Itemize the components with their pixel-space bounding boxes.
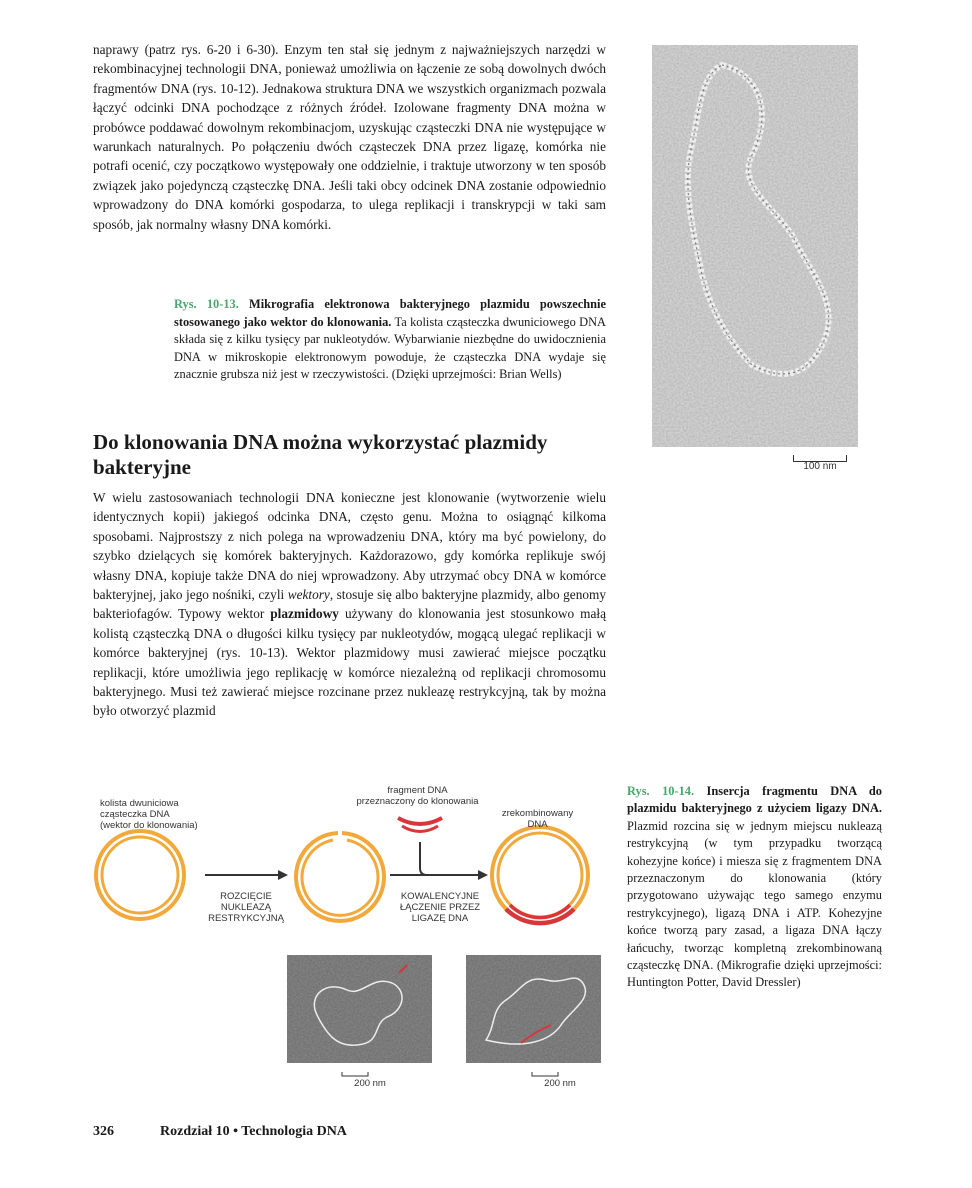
figure-13-title: Mikrografia elektronowa bakteryjnego plazmidu powszechnie stosowanego jako wektor do klonowania. [174,297,606,329]
arrow-cut-head [278,870,288,880]
intro-paragraph: naprawy (patrz rys. 6-20 i 6-30). Enzym ten stał się jednym z najważniejszych narzędzi w rekombinacyjnej technologii DNA, ponieważ umożliwia on łączenie ze sobą dowolnych dwóch fragmentów DNA (rys. 10-12). Jednakowa struktura DNA we wszystkich organizmach pozwala łączyć odcinki DNA pochodzące z różnych źródeł. Izolowane fragmenty DNA można w probówce poddawać dowolnym rekombinacjom, uzyskując cząsteczki DNA nie występujące w warunkach naturalnych. Po połączeniu dwóch cząsteczek DNA przez ligazę, komórka nie potrafi ocenić, czy początkowo występowały one oddzielnie, i traktuje utworzony w ten sposób związek jako pojedynczą cząsteczkę DNA. Jeśli taki obcy odcinek DNA zostanie odpowiednio wprowadzony do DNA komórki gospodarza, to ulega replikacji i transkrypcji w taki sam sposób, jak normalny własny DNA komórki. [93,42,606,232]
label-recombinant-dna: zrekombinowany DNA [501,808,574,830]
figure-14-text: Plazmid rozcina się w jednym miejscu nukleazą restrykcyjną (w tym przypadku tworzącą kohezyjne końce) i miesza się z fragmentem DNA przeznaczonym do klonowania (który przygotowano używając tego samego enzymu restrykcyjnego), ligazą DNA i ATP. Kohezyjne końce tworzą pary zasad, a ligaza DNA łączy łańcuchy, tworząc kompletną zrekombinowaną cząsteczkę DNA. (Mikrografie dzięki uprzejmości: Huntington Potter, David Dressler) [627,818,882,990]
intact-plasmid-inner [102,837,178,913]
arrow-ligation-head [478,870,488,880]
micrograph-cut-plasmid [287,955,432,1063]
plasmid-micrograph [652,45,858,447]
cut-plasmid-inner [302,840,378,915]
figure-14-title: Insercja fragmentu DNA do plazmidu bakteryjnego z użyciem ligazy DNA. [627,784,882,816]
figure-14-number: Rys. 10-14. [627,784,695,798]
cut-plasmid-outer [296,833,384,921]
label-step-ligation: KOWALENCYJNE ŁĄCZENIE PRZEZ LIGAZĘ DNA [399,891,481,924]
section-heading: Do klonowania DNA można wykorzystać plazmidy bakteryjne [93,430,548,479]
recombinant-plasmid-outer [492,827,588,923]
page-number: 326 [93,1124,114,1139]
scale-bar-left-label: 200 nm [354,1078,386,1089]
main-paragraph-part1: W wielu zastosowaniach technologii DNA konieczne jest klonowanie (wytworzenie wielu identycznych kopii) jakiegoś odcinka DNA, często genu. Można to osiągnąć kilkoma sposobami. Najprostszy z nich polega na wprowadzeniu DNA, który ma być powielony, do szybko dzielących się komórek bakteryjnych. Każdorazowo, gdy komórka replikuje swój własny DNA, kopiuje także DNA do niej wprowadzony. Aby utrzymać obcy DNA w komórce bakteryjnej, jako jego nośniki, czyli [93,490,606,603]
term-plasmid: plazmidowy [270,606,339,622]
figure-13-text: Ta kolista cząsteczka dwuniciowego DNA składa się z kilku tysięcy par nukleotydów. Wybarwianie niezbędne do uwidocznienia DNA w mikroskopie elektronowym powoduje, że cząsteczka DNA wydaje się znacznie grubsza niż jest w rzeczywistości. (Dzięki uprzejmości: Brian Wells) [174,314,607,382]
main-paragraph-part3: używany do klonowania jest stosunkowo małą kolistą cząsteczką DNA o długości kilku tysięcy par nukleotydów, mogącą ulegać replikacji w komórce bakteryjnej (rys. 10-13). Wektor plazmidowy musi zawierać miejsce początku replikacji, które umożliwia jego replikację w komórce niezależną od replikacji chromosomu bakteryjnego. Musi też zawierać miejsce rozcinane przez nukleazę restrykcyjną, tak by można było otworzyć plazmid [93,606,606,719]
main-paragraph [93,488,606,721]
intact-plasmid-outer [96,831,184,919]
scale-bar-100nm-label: 100 nm [803,461,837,472]
dna-fragment-strand-1 [398,818,442,824]
scale-bar-left [342,1072,368,1076]
micrograph-recombinant [466,955,601,1063]
arrow-ligation-feed [420,842,427,875]
scale-bar-right [532,1072,558,1076]
term-vectors: wektory [287,587,330,603]
figure-13-caption [174,296,606,384]
label-circular-plasmid: kolista dwuniciowa cząsteczka DNA (wektor do klonowania) [100,798,198,831]
dna-fragment-strand-2 [402,826,438,832]
figure-13-number: Rys. 10-13. [174,297,239,311]
recombinant-plasmid-inner [498,833,582,917]
figure-14-caption [627,783,882,992]
running-footer-chapter: Rozdział 10 • Technologia DNA [160,1124,347,1139]
label-dna-fragment: fragment DNA przeznaczony do klonowania [356,785,479,807]
main-paragraph-part2: , stosuje się albo bakteryjne plazmidy, albo genomy bakteriofagów. Typowy wektor [93,587,606,622]
scale-bar-right-label: 200 nm [544,1078,576,1089]
label-step-cut: ROZCIĘCIE NUKLEAZĄ RESTRYKCYJNĄ [208,891,284,924]
